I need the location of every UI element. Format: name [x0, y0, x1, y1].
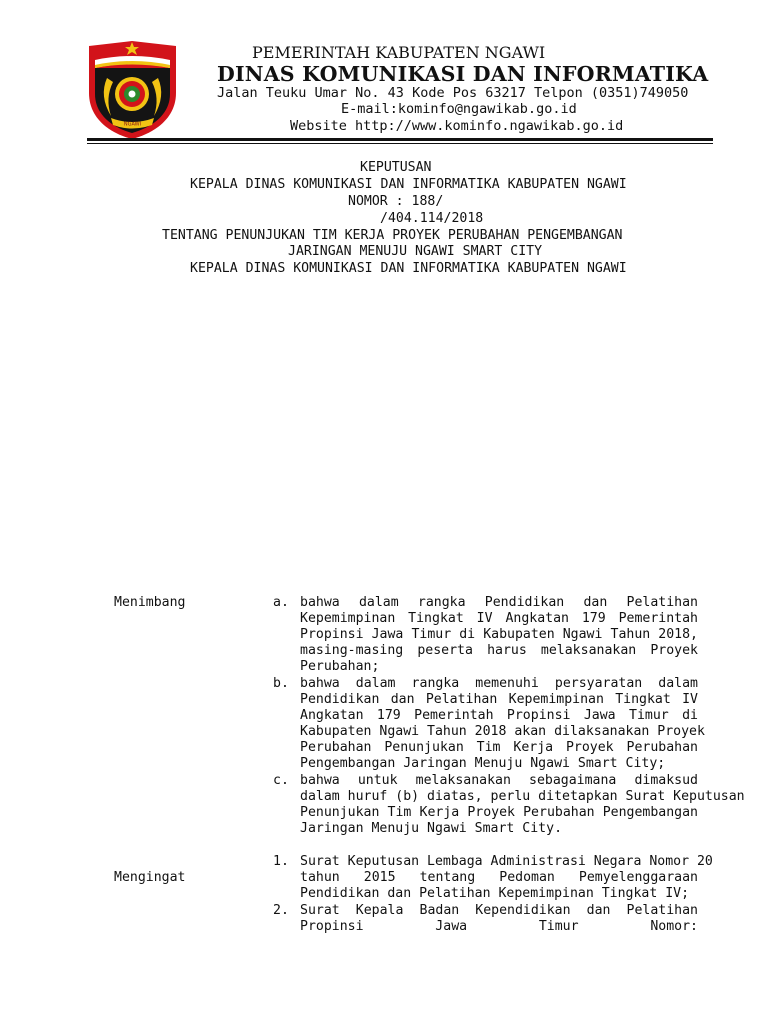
- subject-line-2: JARINGAN MENUJU NGAWI SMART CITY: [288, 244, 543, 259]
- menimbang-item-a-line: Perubahan;: [300, 659, 380, 674]
- letterhead-rule-thin: [87, 143, 713, 144]
- office-email: E-mail:kominfo@ngawikab.go.id: [341, 101, 577, 117]
- menimbang-item-c-line: Penunjukan Tim Kerja Proyek Perubahan Pengembangan: [300, 805, 698, 820]
- mengingat-item-2-line: Propinsi Jawa Timur Nomor:: [300, 919, 698, 934]
- decree-number-line-2: /404.114/2018: [380, 211, 484, 226]
- issuer-repeat-heading: KEPALA DINAS KOMUNIKASI DAN INFORMATIKA KABUPATEN NGAWI: [190, 261, 627, 276]
- mengingat-label: Mengingat: [114, 870, 186, 885]
- menimbang-item-a-marker: a.: [273, 595, 289, 610]
- menimbang-item-c-marker: c.: [273, 773, 289, 788]
- menimbang-item-b-marker: b.: [273, 676, 289, 691]
- mengingat-item-2-line: Surat Kepala Badan Kependidikan dan Pelatihan: [300, 903, 698, 918]
- office-name: DINAS KOMUNIKASI DAN INFORMATIKA: [217, 62, 709, 86]
- letterhead-rule-thick: [87, 138, 713, 141]
- menimbang-item-b-line: Perubahan Penunjukan Tim Kerja Proyek Perubahan: [300, 740, 698, 755]
- mengingat-item-1-line: Pendidikan dan Pelatihan Kepemimpinan Tingkat IV;: [300, 886, 690, 901]
- menimbang-label: Menimbang: [114, 595, 186, 610]
- decree-number-line-1: NOMOR : 188/: [348, 194, 444, 209]
- menimbang-item-a-line: Propinsi Jawa Timur di Kabupaten Ngawi Tahun 2018,: [300, 627, 698, 642]
- menimbang-item-c-line: bahwa untuk melaksanakan sebagaimana dimaksud: [300, 773, 698, 788]
- menimbang-item-b-line: Angkatan 179 Pemerintah Propinsi Jawa Timur di: [300, 708, 698, 723]
- menimbang-item-a-line: Kepemimpinan Tingkat IV Angkatan 179 Pemerintah: [300, 611, 698, 626]
- government-name: PEMERINTAH KABUPATEN NGAWI: [252, 43, 546, 62]
- issuer-heading: KEPALA DINAS KOMUNIKASI DAN INFORMATIKA KABUPATEN NGAWI: [190, 177, 627, 192]
- mengingat-item-1-line: Surat Keputusan Lembaga Administrasi Negara Nomor 20: [300, 854, 713, 869]
- menimbang-item-b-line: bahwa dalam rangka memenuhi persyaratan dalam: [300, 676, 698, 691]
- menimbang-item-a-line: bahwa dalam rangka Pendidikan dan Pelatihan: [300, 595, 698, 610]
- subject-line-1: TENTANG PENUNJUKAN TIM KERJA PROYEK PERUBAHAN PENGEMBANGAN: [162, 228, 623, 243]
- doc-type-heading: KEPUTUSAN: [360, 160, 432, 175]
- ngawi-regency-emblem: [85, 38, 180, 141]
- menimbang-item-b-line: Pendidikan dan Pelatihan Kepemimpinan Tingkat IV: [300, 692, 698, 707]
- office-address: Jalan Teuku Umar No. 43 Kode Pos 63217 Telpon (0351)749050: [217, 85, 689, 101]
- menimbang-item-b-line: Pengembangan Jaringan Menuju Ngawi Smart City;: [300, 756, 666, 771]
- menimbang-item-c-line: dalam huruf (b) diatas, perlu ditetapkan Surat Keputusan: [300, 789, 745, 804]
- mengingat-item-1-line: tahun 2015 tentang Pedoman Pemyelenggaraan: [300, 870, 698, 885]
- svg-text:NGAWI: NGAWI: [123, 121, 142, 128]
- mengingat-item-1-marker: 1.: [273, 854, 289, 869]
- menimbang-item-a-line: masing-masing peserta harus melaksanakan Proyek: [300, 643, 698, 658]
- office-website: Website http://www.kominfo.ngawikab.go.id: [290, 118, 624, 134]
- menimbang-item-c-line: Jaringan Menuju Ngawi Smart City.: [300, 821, 563, 836]
- mengingat-item-2-marker: 2.: [273, 903, 289, 918]
- menimbang-item-b-line: Kabupaten Ngawi Tahun 2018 akan dilaksanakan Proyek: [300, 724, 705, 739]
